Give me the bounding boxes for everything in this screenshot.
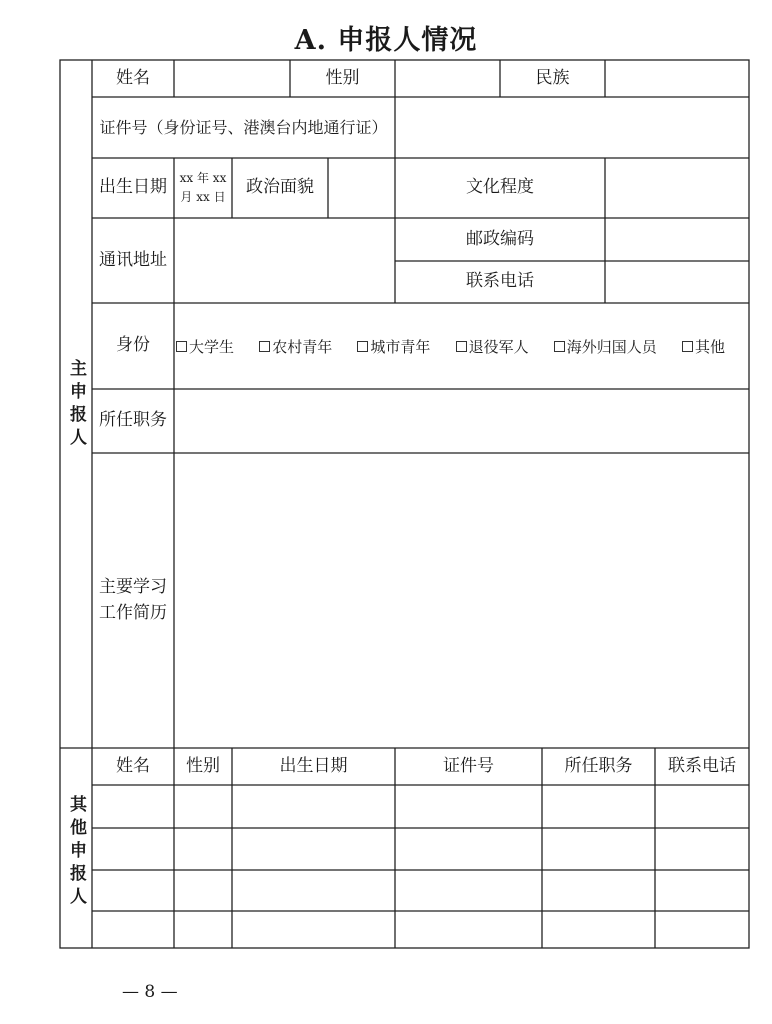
checkbox-icon bbox=[456, 341, 467, 352]
name-label: 姓名 bbox=[116, 67, 150, 88]
position-label: 所任职务 bbox=[99, 410, 167, 431]
resume-field[interactable] bbox=[174, 453, 749, 748]
other-col-birth-date: 出生日期 bbox=[279, 755, 348, 776]
checkbox-icon bbox=[259, 341, 270, 352]
identity-option-student[interactable]: 大学生 bbox=[176, 336, 234, 357]
main-applicant-section-label: 主申报人 bbox=[66, 359, 86, 451]
identity-option-urban-youth[interactable]: 城市青年 bbox=[357, 336, 430, 357]
political-status-field[interactable] bbox=[328, 158, 395, 218]
birth-date-value[interactable] bbox=[174, 158, 232, 218]
other-col-position: 所任职务 bbox=[564, 755, 633, 776]
table-row[interactable] bbox=[92, 911, 749, 948]
other-col-gender: 性别 bbox=[186, 755, 220, 776]
phone-label: 联系电话 bbox=[466, 271, 534, 292]
identity-options bbox=[176, 303, 747, 389]
resume-label: 主要学习工作简历 bbox=[99, 577, 167, 623]
birth-date-value-line1: xx 年 xx bbox=[179, 170, 227, 185]
postal-code-label: 邮政编码 bbox=[466, 228, 534, 249]
id-number-field[interactable] bbox=[395, 97, 749, 158]
identity-option-veteran[interactable]: 退役军人 bbox=[456, 336, 529, 357]
other-col-id-number: 证件号 bbox=[443, 755, 494, 776]
address-field[interactable] bbox=[174, 218, 395, 303]
birth-date-value-line2: 月 xx 日 bbox=[180, 190, 226, 204]
postal-code-field[interactable] bbox=[605, 218, 749, 261]
other-applicants-section-label: 其他申报人 bbox=[66, 794, 86, 910]
other-col-name: 姓名 bbox=[116, 755, 150, 776]
checkbox-icon bbox=[357, 341, 368, 352]
page-number: — 8 — bbox=[122, 982, 178, 1002]
identity-label: 身份 bbox=[116, 335, 150, 356]
identity-option-other[interactable]: 其他 bbox=[682, 336, 725, 357]
education-field[interactable] bbox=[605, 158, 749, 218]
position-field[interactable] bbox=[174, 389, 749, 453]
checkbox-icon bbox=[682, 341, 693, 352]
identity-option-returnee[interactable]: 海外归国人员 bbox=[554, 336, 657, 357]
table-row[interactable] bbox=[92, 785, 749, 828]
phone-field[interactable] bbox=[605, 261, 749, 303]
identity-option-rural-youth[interactable]: 农村青年 bbox=[259, 336, 332, 357]
table-row[interactable] bbox=[92, 828, 749, 870]
gender-field[interactable] bbox=[395, 60, 500, 97]
checkbox-icon bbox=[176, 341, 187, 352]
political-status-label: 政治面貌 bbox=[246, 177, 314, 198]
address-label: 通讯地址 bbox=[99, 249, 167, 270]
other-col-phone: 联系电话 bbox=[668, 755, 736, 776]
checkbox-icon bbox=[554, 341, 565, 352]
ethnicity-label: 民族 bbox=[535, 67, 570, 88]
id-number-label: 证件号（身份证号、港澳台内地通行证） bbox=[99, 117, 388, 137]
education-label: 文化程度 bbox=[466, 177, 534, 198]
table-row[interactable] bbox=[92, 870, 749, 911]
birth-date-label: 出生日期 bbox=[99, 177, 167, 198]
page-title: A. 申报人情况 bbox=[294, 25, 478, 56]
gender-label: 性别 bbox=[325, 67, 360, 88]
name-field[interactable] bbox=[174, 60, 290, 97]
ethnicity-field[interactable] bbox=[605, 60, 749, 97]
